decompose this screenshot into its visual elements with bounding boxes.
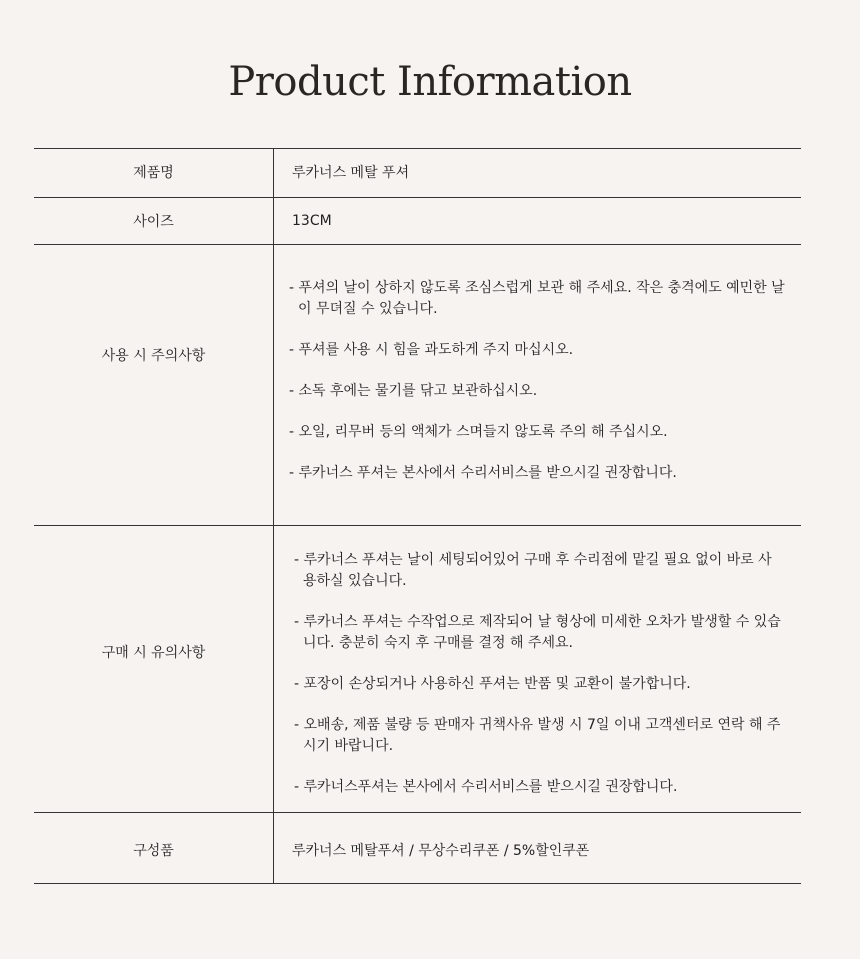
list-item: - 루카너스 푸셔는 수작업으로 제작되어 날 형상에 미세한 오차가 발생할 수 있습니다. 충분히 숙지 후 구매를 결정 해 주세요. [294,612,784,654]
list-item: - 루카너스푸셔는 본사에서 수리서비스를 받으시길 권장합니다. [294,777,784,798]
row-label-product-name: 제품명 [133,165,174,181]
list-item: - 푸셔의 날이 상하지 않도록 조심스럽게 보관 해 주세요. 작은 충격에도 예민한 날이 무뎌질 수 있습니다. [289,278,789,320]
size-value: 13CM [292,213,332,229]
table-bottom-border [34,883,801,884]
list-item: - 오일, 리무버 등의 액체가 스며들지 않도록 주의 해 주십시오. [289,422,789,443]
row-divider [34,244,801,245]
row-label-size: 사이즈 [133,214,174,230]
list-item: - 오배송, 제품 불량 등 판매자 귀책사유 발생 시 7일 이내 고객센터로 연락 해 주시기 바랍니다. [294,715,784,757]
list-item: - 루카너스 푸셔는 날이 세팅되어있어 구매 후 수리점에 맡길 필요 없이 바로 사용하실 있습니다. [294,550,784,592]
list-item: - 포장이 손상되거나 사용하신 푸셔는 반품 및 교환이 불가합니다. [294,674,784,695]
purchase-notes-list [294,550,784,798]
column-divider [273,148,274,884]
list-item: - 루카너스 푸셔는 본사에서 수리서비스를 받으시길 권장합니다. [289,463,789,484]
row-divider [34,525,801,526]
row-label-components: 구성품 [133,843,174,859]
row-divider [34,197,801,198]
list-item: - 푸셔를 사용 시 힘을 과도하게 주지 마십시오. [289,340,789,361]
page-title: Product Information [228,59,632,105]
product-name-value: 루카너스 메탈 푸셔 [292,165,410,181]
row-label-purchase-notes: 구매 시 유의사항 [101,645,206,661]
usage-precautions-list [289,278,789,484]
row-divider [34,812,801,813]
row-label-usage-precautions: 사용 시 주의사항 [101,348,206,364]
list-item: - 소독 후에는 물기를 닦고 보관하십시오. [289,381,789,402]
components-value: 루카너스 메탈푸셔 / 무상수리쿠폰 / 5%할인쿠폰 [292,843,590,859]
table-top-border [34,148,801,149]
